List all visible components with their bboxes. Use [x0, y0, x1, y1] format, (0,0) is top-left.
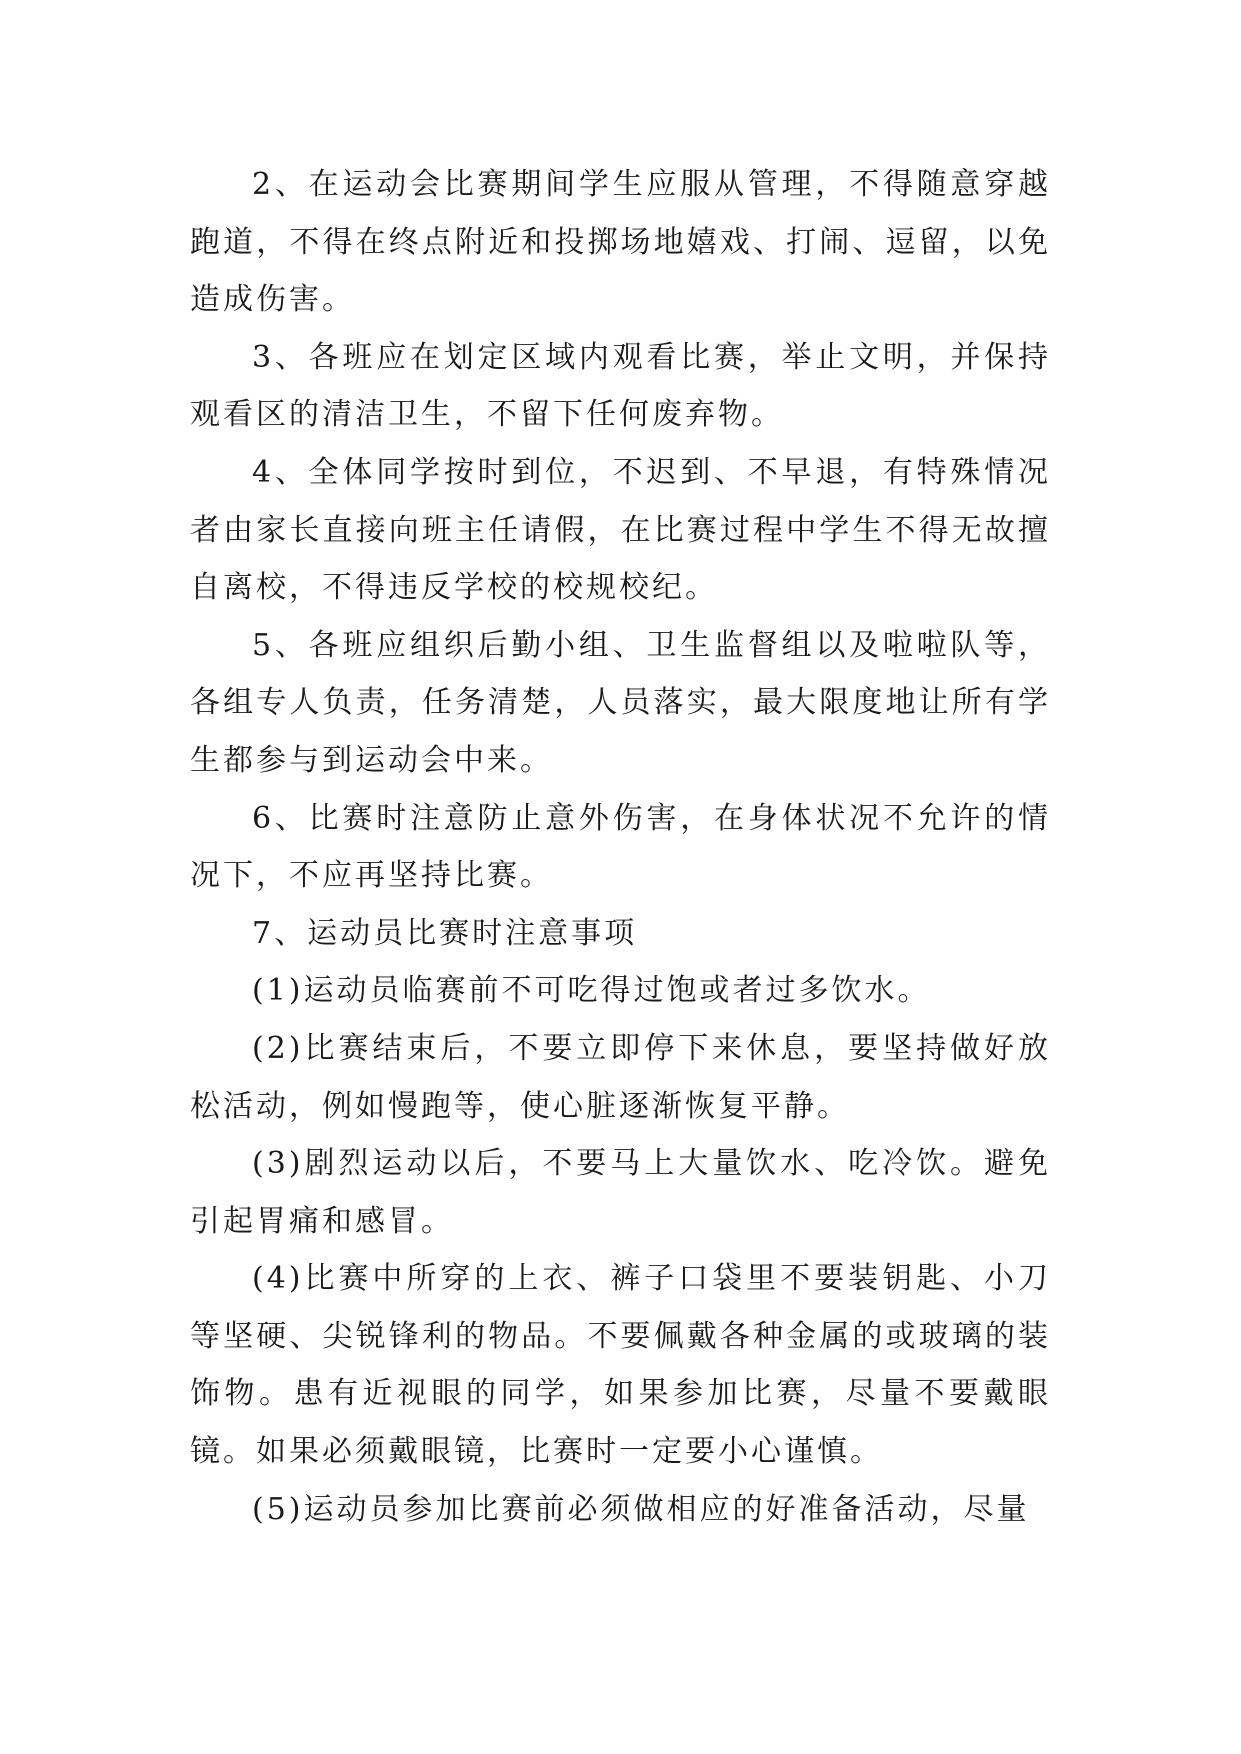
paragraph-item-4: 4、全体同学按时到位，不迟到、不早退，有特殊情况者由家长直接向班主任请假，在比赛过程中学生不得无故擅自离校，不得违反学校的校规校纪。: [190, 454, 1051, 606]
paragraph-item-3: 3、各班应在划定区域内观看比赛，举止文明，并保持观看区的清洁卫生，不留下任何废弃物。: [190, 339, 1051, 433]
paragraph-item-2: 2、在运动会比赛期间学生应服从管理，不得随意穿越跑道，不得在终点附近和投掷场地嬉戏、打闹、逗留，以免造成伤害。: [190, 167, 1051, 318]
paragraph-item-5: 5、各班应组织后勤小组、卫生监督组以及啦啦队等，各组专人负责，任务清楚，人员落实，最大限度地让所有学生都参与到运动会中来。: [190, 627, 1051, 778]
paragraph-subitem-5: (5)运动员参加比赛前必须做相应的好准备活动，尽量: [252, 1491, 1030, 1527]
paragraph-item-7-heading: 7、运动员比赛时注意事项: [252, 915, 638, 951]
paragraph-item-6: 6、比赛时注意防止意外伤害，在身体状况不允许的情况下，不应再坚持比赛。: [190, 800, 1051, 894]
paragraph-subitem-3: (3)剧烈运动以后，不要马上大量饮水、吃冷饮。避免引起胃痛和感冒。: [190, 1146, 1051, 1239]
paragraph-subitem-2: (2)比赛结束后，不要立即停下来休息，要坚持做好放松活动，例如慢跑等，使心脏逐渐恢复平静。: [190, 1030, 1051, 1124]
paragraph-subitem-4: (4)比赛中所穿的上衣、裤子口袋里不要装钥匙、小刀等坚硬、尖锐锋利的物品。不要佩戴各种金属的或玻璃的装饰物。患有近视眼的同学，如果参加比赛，尽量不要戴眼镜。如果必须戴眼镜，比赛时一定要小心谨慎。: [190, 1261, 1051, 1470]
paragraph-subitem-1: (1)运动员临赛前不可吃得过饱或者过多饮水。: [252, 973, 931, 1009]
